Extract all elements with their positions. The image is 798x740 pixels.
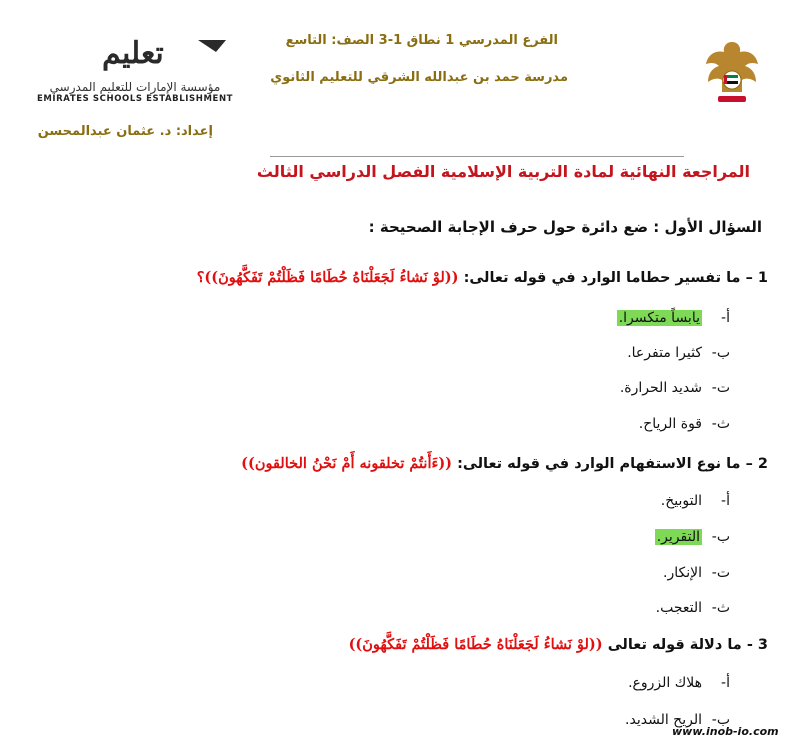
option-text: التوبيخ. (660, 493, 702, 509)
option-letter: ث- (711, 416, 730, 432)
option-text: الريح الشديد. (625, 712, 702, 728)
option-text: شديد الحرارة. (619, 380, 702, 396)
option[interactable] (656, 600, 730, 616)
header-divider (270, 156, 684, 157)
option-letter: ب- (711, 712, 730, 728)
option-text-correct: يابساً متكسرا. (618, 310, 700, 326)
question-1 (197, 269, 768, 286)
option-text-correct: التقرير. (656, 529, 700, 545)
school-branch-line: الفرع المدرسي 1 نطاق 1-3 الصف: التاسع (285, 33, 558, 48)
school-name: مدرسة حمد بن عبدالله الشرقي للتعليم الثانوي (270, 70, 568, 85)
option-letter: ت- (711, 565, 730, 581)
option[interactable] (663, 565, 730, 581)
option-text: هلاك الزروع. (628, 675, 702, 691)
question-verse: ((لوْ نَشاءُ لَجَعَلْنَاهُ حُطَامًا فَظَلْتُمْ تَفَكَّهُونَ)) (348, 636, 603, 653)
question-text: ما نوع الاستفهام الوارد في قوله تعالى: (457, 456, 741, 472)
question-3 (349, 636, 768, 653)
option[interactable] (661, 493, 730, 509)
option-letter: أ- (721, 675, 730, 691)
option-text: كثيرا متفرعا. (627, 345, 702, 361)
site-watermark: www.inob-io.com (672, 725, 779, 738)
option-letter: ب- (711, 345, 730, 361)
option-text: الإنكار. (663, 565, 702, 581)
emirates-schools-logo (30, 34, 240, 104)
option[interactable] (639, 416, 730, 432)
option-letter: أ- (721, 310, 730, 326)
uae-emblem-logo (704, 36, 760, 108)
option-text: قوة الرياح. (638, 416, 702, 432)
question-number: 3 - (746, 637, 768, 653)
org-name-english: EMIRATES SCHOOLS ESTABLISHMENT (36, 94, 234, 104)
option[interactable] (628, 675, 730, 691)
question-text: ما دلالة قوله تعالى (607, 637, 742, 653)
question-number: 2 – (745, 456, 768, 472)
option[interactable] (617, 310, 730, 326)
question-2 (241, 455, 768, 472)
option[interactable] (627, 345, 730, 361)
option-letter: ب- (711, 529, 730, 545)
org-name-arabic: مؤسسة الإمارات للتعليم المدرسي (49, 80, 221, 94)
question-verse: ((لوْ نَشاءُ لَجَعَلْنَاهُ حُطَامًا فَظَلْتُمْ تَفَكَّهُونَ))؟ (196, 269, 459, 286)
worksheet-title: المراجعة النهائية لمادة التربية الإسلامية الفصل الدراسي الثالث (256, 162, 750, 181)
question-number: 1 – (745, 270, 768, 286)
option-letter: أ- (721, 493, 730, 509)
question-text: ما تفسير حطاما الوارد في قوله تعالى: (463, 270, 741, 286)
option-letter: ت- (711, 380, 730, 396)
option[interactable] (620, 380, 730, 396)
option-letter: ث- (711, 600, 730, 616)
question-verse: ((ءَأَنتُمْ تخلقونه أَمْ نَحْنُ الخالقون)) (241, 455, 453, 472)
section-instruction: السؤال الأول : ضع دائرة حول حرف الإجابة الصحيحة : (368, 218, 762, 236)
option-text: التعجب. (655, 600, 702, 616)
prepared-by: إعداد: د. عثمان عبدالمحسن (37, 124, 213, 139)
option[interactable] (655, 529, 730, 545)
brand-word: تعليم (102, 36, 164, 71)
